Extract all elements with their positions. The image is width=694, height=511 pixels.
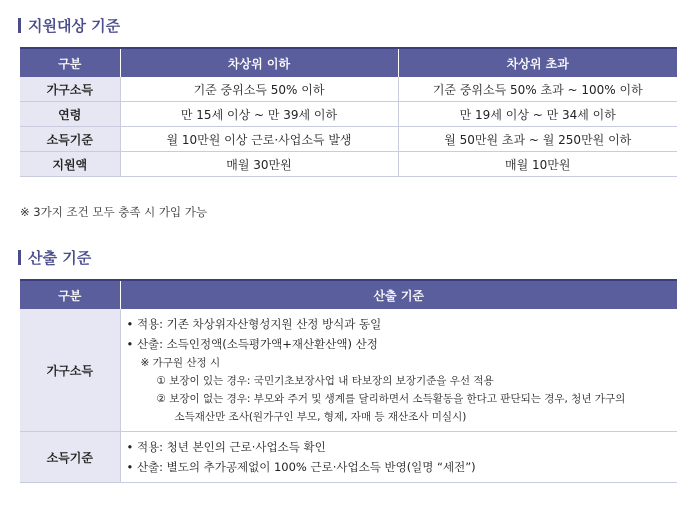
row-label: 소득기준 xyxy=(20,127,120,152)
table-row xyxy=(20,77,677,102)
table-header-row xyxy=(20,280,677,309)
row-label: 연령 xyxy=(20,102,120,127)
cell-below: 월 10만원 이상 근로·사업소득 발생 xyxy=(120,127,398,152)
calculation-table xyxy=(20,279,677,483)
section-title-calculation xyxy=(18,247,91,268)
criteria-subitem: ② 보장이 없는 경우: 부모와 주거 및 생계를 달리하면서 소득활동을 한다고 판단되는 경우, 청년 가구의 xyxy=(156,393,626,405)
table-row xyxy=(20,309,677,432)
cell-above: 만 19세 이상 ~ 만 34세 이하 xyxy=(398,102,677,127)
cell-above: 기준 중위소득 50% 초과 ~ 100% 이하 xyxy=(398,77,677,102)
eligibility-table xyxy=(20,47,677,177)
section-title-text: 지원대상 기준 xyxy=(28,17,121,35)
criteria-note: ※ 가구원 산정 시 xyxy=(140,357,221,369)
criteria-line: • 산출: 소득인정액(소득평가액+재산환산액) 산정 xyxy=(126,337,378,351)
table-row xyxy=(20,127,677,152)
table-header-row xyxy=(20,48,677,77)
income-criteria xyxy=(120,432,677,483)
cell-below: 만 15세 이상 ~ 만 39세 이하 xyxy=(120,102,398,127)
title-marker xyxy=(18,250,21,265)
row-label: 소득기준 xyxy=(20,432,120,483)
title-marker xyxy=(18,18,21,33)
row-label: 지원액 xyxy=(20,152,120,177)
section-title-text: 산출 기준 xyxy=(28,249,92,267)
header-criteria: 산출 기준 xyxy=(120,280,677,309)
table-row xyxy=(20,102,677,127)
criteria-subitem: ① 보장이 있는 경우: 국민기초보장사업 내 타보장의 보장기준을 우선 적용 xyxy=(156,375,494,387)
criteria-subitem-continued: 소득재산만 조사(원가구인 부모, 형제, 자매 등 재산조사 미실시) xyxy=(174,411,467,423)
table-row xyxy=(20,152,677,177)
household-criteria xyxy=(120,309,677,432)
header-below: 차상위 이하 xyxy=(120,48,398,77)
table-row xyxy=(20,432,677,483)
row-label: 가구소득 xyxy=(20,309,120,432)
cell-below: 매월 30만원 xyxy=(120,152,398,177)
header-above: 차상위 초과 xyxy=(398,48,677,77)
header-category: 구분 xyxy=(20,48,120,77)
cell-above: 월 50만원 초과 ~ 월 250만원 이하 xyxy=(398,127,677,152)
section-title-eligibility xyxy=(18,15,120,36)
criteria-line: • 적용: 기존 차상위자산형성지원 산정 방식과 동일 xyxy=(126,317,382,331)
criteria-line: • 적용: 청년 본인의 근로·사업소득 확인 xyxy=(126,440,326,454)
header-category: 구분 xyxy=(20,280,120,309)
eligibility-note: ※ 3가지 조건 모두 충족 시 가입 가능 xyxy=(20,205,207,219)
cell-above: 매월 10만원 xyxy=(398,152,677,177)
row-label: 가구소득 xyxy=(20,77,120,102)
criteria-line: • 산출: 별도의 추가공제없이 100% 근로·사업소득 반영(일명 “세전”) xyxy=(126,460,476,474)
cell-below: 기준 중위소득 50% 이하 xyxy=(120,77,398,102)
